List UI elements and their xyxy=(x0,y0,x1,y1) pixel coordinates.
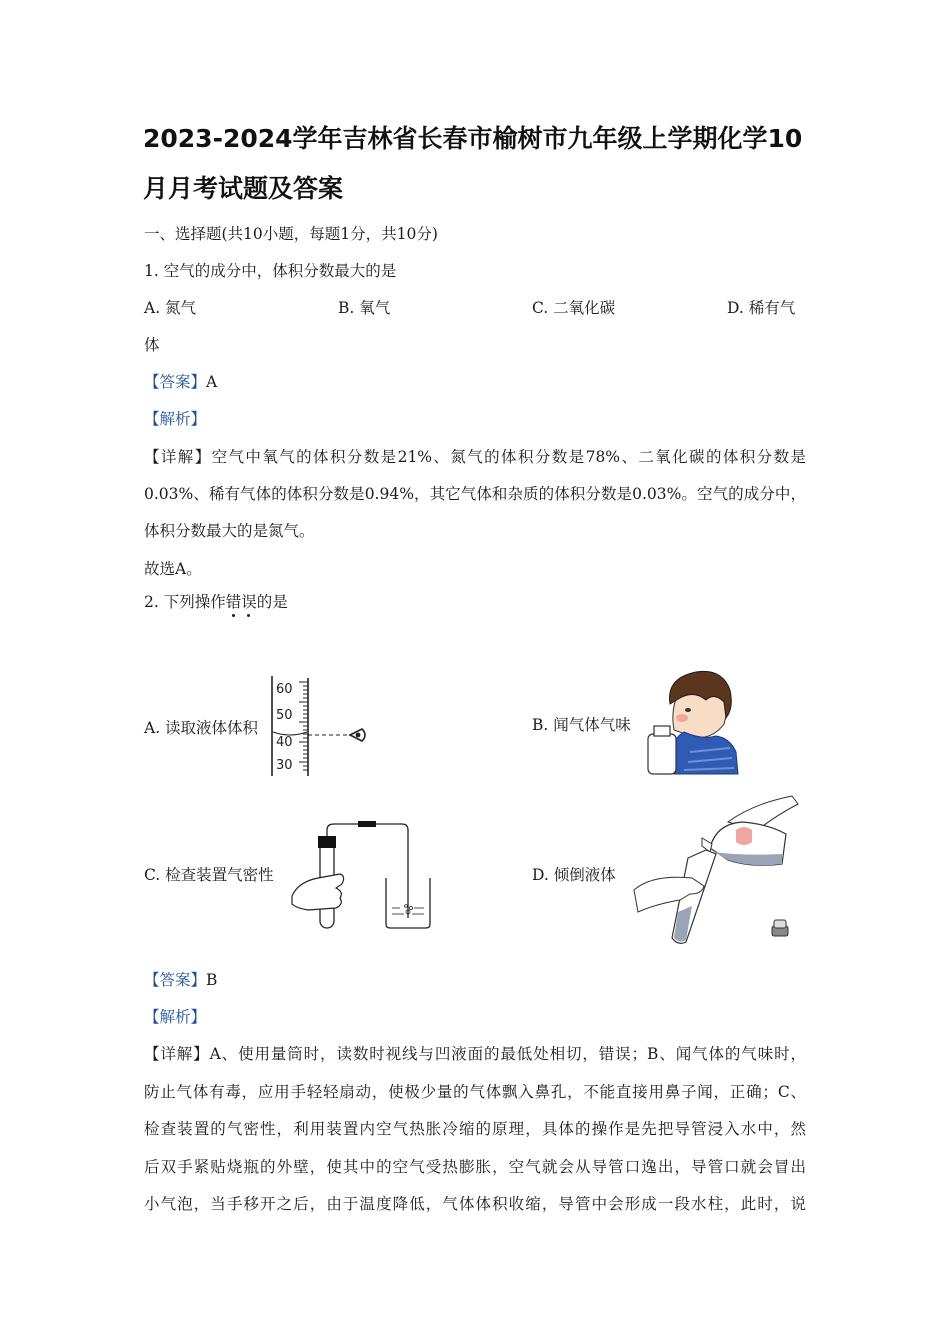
q1-analysis-tag xyxy=(144,408,206,430)
analysis-tag: 【解析】 xyxy=(144,410,207,428)
q2-option-c: C. 检查装置气密性 xyxy=(144,866,274,884)
q2-detail-line-2: 防止气体有毒，应用手轻轻扇动，使极少量的气体飘入鼻孔，不能直接用鼻子闻，正确；C、 xyxy=(144,1083,806,1101)
q1-detail-line-2: 0.03%、稀有气体的体积分数是0.94%，其它气体和杂质的体积分数是0.03%。空气的成分中， xyxy=(144,485,806,503)
q2-detail-text-1: A、使用量筒时，读数时视线与凹液面的最低处相切，错误；B、闻气体的气味时， xyxy=(209,1045,806,1063)
q2-detail-line-5: 小气泡，当手移开之后，由于温度降低，气体体积收缩，导管中会形成一段水柱，此时，说 xyxy=(144,1195,806,1213)
q1-answer-value: A xyxy=(206,373,218,391)
q1-conclusion: 故选A。 xyxy=(144,560,202,578)
detail-tag: 【详解】 xyxy=(144,448,212,466)
smelling-gas-figure xyxy=(644,668,740,776)
q2-detail-line-3: 检查装置的气密性，利用装置内空气热胀冷缩的原理，具体的操作是先把导管浸入水中，然 xyxy=(144,1120,806,1138)
emphasis-char-1: 错 xyxy=(225,593,242,611)
q2-answer-value: B xyxy=(206,971,218,989)
q1-detail-line-1 xyxy=(144,446,806,468)
graduated-cylinder-figure xyxy=(268,674,372,778)
answer-tag: 【答案】 xyxy=(144,971,207,989)
pouring-liquid-figure xyxy=(632,794,802,944)
section-heading: 一、选择题(共10小题，每题1分，共10分) xyxy=(144,225,438,243)
tick-label-60: 60 xyxy=(276,682,293,697)
doc-title-line-2: 月月考试题及答案 xyxy=(143,174,344,203)
emphasis-char-2: 误 xyxy=(241,593,257,611)
q2-stem xyxy=(144,591,288,613)
q2-stem-after: 的是 xyxy=(256,593,288,611)
q2-stem-marked xyxy=(226,593,257,611)
tick-label-30: 30 xyxy=(276,758,293,773)
q1-detail-text-1: 空气中氧气的体积分数是21%、氮气的体积分数是78%、二氧化碳的体积分数是 xyxy=(211,448,806,466)
q2-detail-line-1 xyxy=(144,1043,806,1065)
airtightness-check-figure xyxy=(288,818,438,930)
q1-detail-line-3: 体积分数最大的是氮气。 xyxy=(144,522,315,540)
q1-option-c: C. 二氧化碳 xyxy=(532,299,616,317)
q1-stem: 1. 空气的成分中，体积分数最大的是 xyxy=(144,262,397,280)
q2-analysis-tag xyxy=(144,1006,206,1028)
tick-label-40: 40 xyxy=(276,735,293,750)
detail-tag: 【详解】 xyxy=(144,1045,210,1063)
q1-option-d-wrap: 体 xyxy=(144,336,160,354)
q2-stem-before: 2. 下列操作 xyxy=(144,593,226,611)
doc-title-line-1: 2023-2024学年吉林省长春市榆树市九年级上学期化学10 xyxy=(143,124,803,153)
answer-tag: 【答案】 xyxy=(144,373,207,391)
q2-option-b: B. 闻气体气味 xyxy=(532,716,631,734)
analysis-tag: 【解析】 xyxy=(144,1008,207,1026)
q2-answer xyxy=(144,969,217,991)
q1-option-a: A. 氮气 xyxy=(144,299,197,317)
q2-detail-line-4: 后双手紧贴烧瓶的外壁，使其中的空气受热膨胀，空气就会从导管口逸出，导管口就会冒出 xyxy=(144,1158,806,1176)
q1-option-b: B. 氧气 xyxy=(338,299,391,317)
q2-option-d: D. 倾倒液体 xyxy=(532,866,616,884)
q1-answer xyxy=(144,371,217,393)
q1-option-d: D. 稀有气 xyxy=(727,299,796,317)
tick-label-50: 50 xyxy=(276,708,293,723)
eye-icon xyxy=(350,729,365,741)
q2-option-a: A. 读取液体体积 xyxy=(144,719,259,737)
